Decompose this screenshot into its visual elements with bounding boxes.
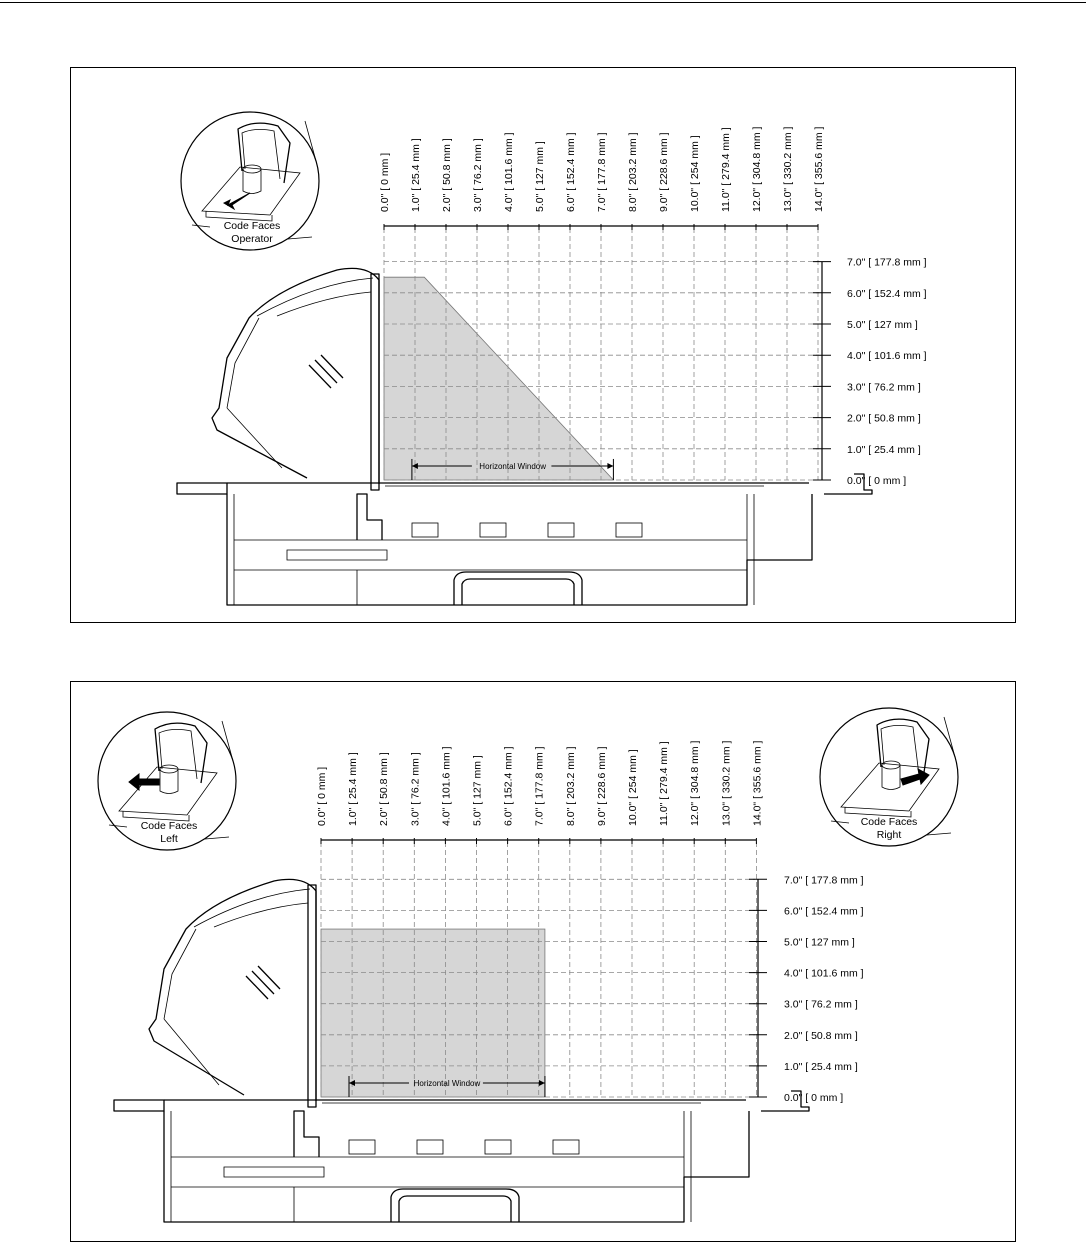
x-tick-label: 11.0" [ 279.4 mm ] [720,127,732,212]
mount-bracket [294,1111,319,1157]
bin-vent [349,1140,375,1154]
horizontal-window-label: Horizontal Window [413,1079,481,1089]
y-tick-label: 0.0" [ 0 mm ] [784,1092,844,1104]
bin-detail [171,1111,691,1222]
y-tick-label: 2.0" [ 50.8 mm ] [847,412,921,425]
y-tick-label: 6.0" [ 152.4 mm ] [847,287,927,300]
glass-reflection-icon [309,355,343,388]
y-tick-label: 1.0" [ 25.4 mm ] [847,443,921,456]
y-tick-label: 4.0" [ 101.6 mm ] [847,350,927,363]
x-tick-label: 1.0" [ 25.4 mm ] [410,138,422,212]
y-tick-label: 5.0" [ 127 mm ] [847,319,918,331]
x-tick-label: 3.0" [ 76.2 mm ] [409,752,422,826]
callout-code-faces-right [820,708,958,846]
scan-zone-diagram-operator [71,68,1015,622]
x-tick-label: 2.0" [ 50.8 mm ] [378,752,391,826]
scan-zone-diagram-left-right [71,682,1015,1241]
y-tick-label: 6.0" [ 152.4 mm ] [784,905,864,918]
figure-code-faces-operator [70,67,1016,623]
x-tick-label: 12.0" [ 304.8 mm ] [751,126,763,212]
bin-vent [553,1140,579,1154]
tower-outline [212,268,379,484]
x-tick-label: 14.0" [ 355.6 mm ] [751,740,764,826]
x-tick-label: 6.0" [ 152.4 mm ] [565,132,577,212]
x-tick-label: 12.0" [ 304.8 mm ] [689,740,702,826]
x-tick-label: 8.0" [ 203.2 mm ] [627,132,639,212]
mount-bracket [357,494,382,540]
x-tick-label: 14.0" [ 355.6 mm ] [813,126,825,212]
x-tick-label: 9.0" [ 228.6 mm ] [658,132,670,212]
vertical-window-frame [371,274,379,490]
y-tick-label: 1.0" [ 25.4 mm ] [784,1060,858,1073]
x-tick-label: 4.0" [ 101.6 mm ] [440,746,453,826]
callout-label: Right [876,829,902,841]
callout-label: Code Faces [223,220,281,232]
tower-outline [149,879,316,1101]
callout-label: Left [160,833,178,845]
y-tick-label: 7.0" [ 177.8 mm ] [784,874,864,887]
x-tick-label: 4.0" [ 101.6 mm ] [503,132,515,212]
bin-handle [454,572,582,605]
x-tick-label: 2.0" [ 50.8 mm ] [441,138,453,212]
x-tick-label: 1.0" [ 25.4 mm ] [347,752,360,826]
callout-label: Code Faces [140,820,198,832]
y-tick-label: 5.0" [ 127 mm ] [784,936,855,949]
bin-vent [616,523,642,537]
bin-label-plate [287,550,387,605]
x-tick-label: 5.0" [ 127 mm ] [471,755,484,826]
bin-detail [234,494,754,605]
figure-code-faces-left-right [70,681,1016,1242]
bin-vent [548,523,574,537]
x-tick-label: 5.0" [ 127 mm ] [534,141,546,212]
y-tick-label: 3.0" [ 76.2 mm ] [784,998,858,1011]
scan-zone-area [321,929,545,1097]
callout-label: Code Faces [860,816,918,828]
callout-label: Operator [231,233,273,245]
y-tick-label: 7.0" [ 177.8 mm ] [847,256,927,269]
y-tick-label: 3.0" [ 76.2 mm ] [847,381,921,394]
tower-detail [227,278,373,468]
bin-vent [417,1140,443,1154]
glass-reflection-icon [246,966,280,999]
x-tick-label: 13.0" [ 330.2 mm ] [782,126,794,212]
scan-zone-area [384,277,613,480]
vertical-window-frame [308,885,316,1107]
y-tick-label: 2.0" [ 50.8 mm ] [784,1029,858,1042]
bin-vent [412,523,438,537]
y-tick-label: 0.0" [ 0 mm ] [847,475,907,487]
x-tick-label: 9.0" [ 228.6 mm ] [595,746,608,826]
bin-label-plate [224,1167,324,1222]
y-tick-label: 4.0" [ 101.6 mm ] [784,967,864,980]
callout-code-faces-operator [181,112,319,250]
x-tick-label: 8.0" [ 203.2 mm ] [564,746,577,826]
x-tick-label: 3.0" [ 76.2 mm ] [472,138,484,212]
bin-handle [391,1189,519,1222]
counter-ledge [114,1100,164,1111]
horizontal-window-label: Horizontal Window [479,461,547,471]
dimension-arrow-icon [607,463,613,469]
page-top-rule [0,2,1086,3]
counter-ledge [177,483,227,494]
tower-detail [164,889,310,1085]
x-tick-label: 7.0" [ 177.8 mm ] [533,746,546,826]
bin-outline [227,494,812,605]
bin-outline [164,1111,749,1222]
x-tick-label: 0.0" [ 0 mm ] [316,766,328,826]
bin-vent [485,1140,511,1154]
x-tick-label: 6.0" [ 152.4 mm ] [502,746,515,826]
bin-vent [480,523,506,537]
x-tick-label: 11.0" [ 279.4 mm ] [658,741,671,826]
x-tick-label: 13.0" [ 330.2 mm ] [720,740,733,826]
callout-code-faces-left [98,712,236,850]
x-tick-label: 0.0" [ 0 mm ] [379,152,391,212]
x-tick-label: 10.0" [ 254 mm ] [627,749,639,826]
x-tick-label: 7.0" [ 177.8 mm ] [596,132,608,212]
x-tick-label: 10.0" [ 254 mm ] [689,135,701,212]
